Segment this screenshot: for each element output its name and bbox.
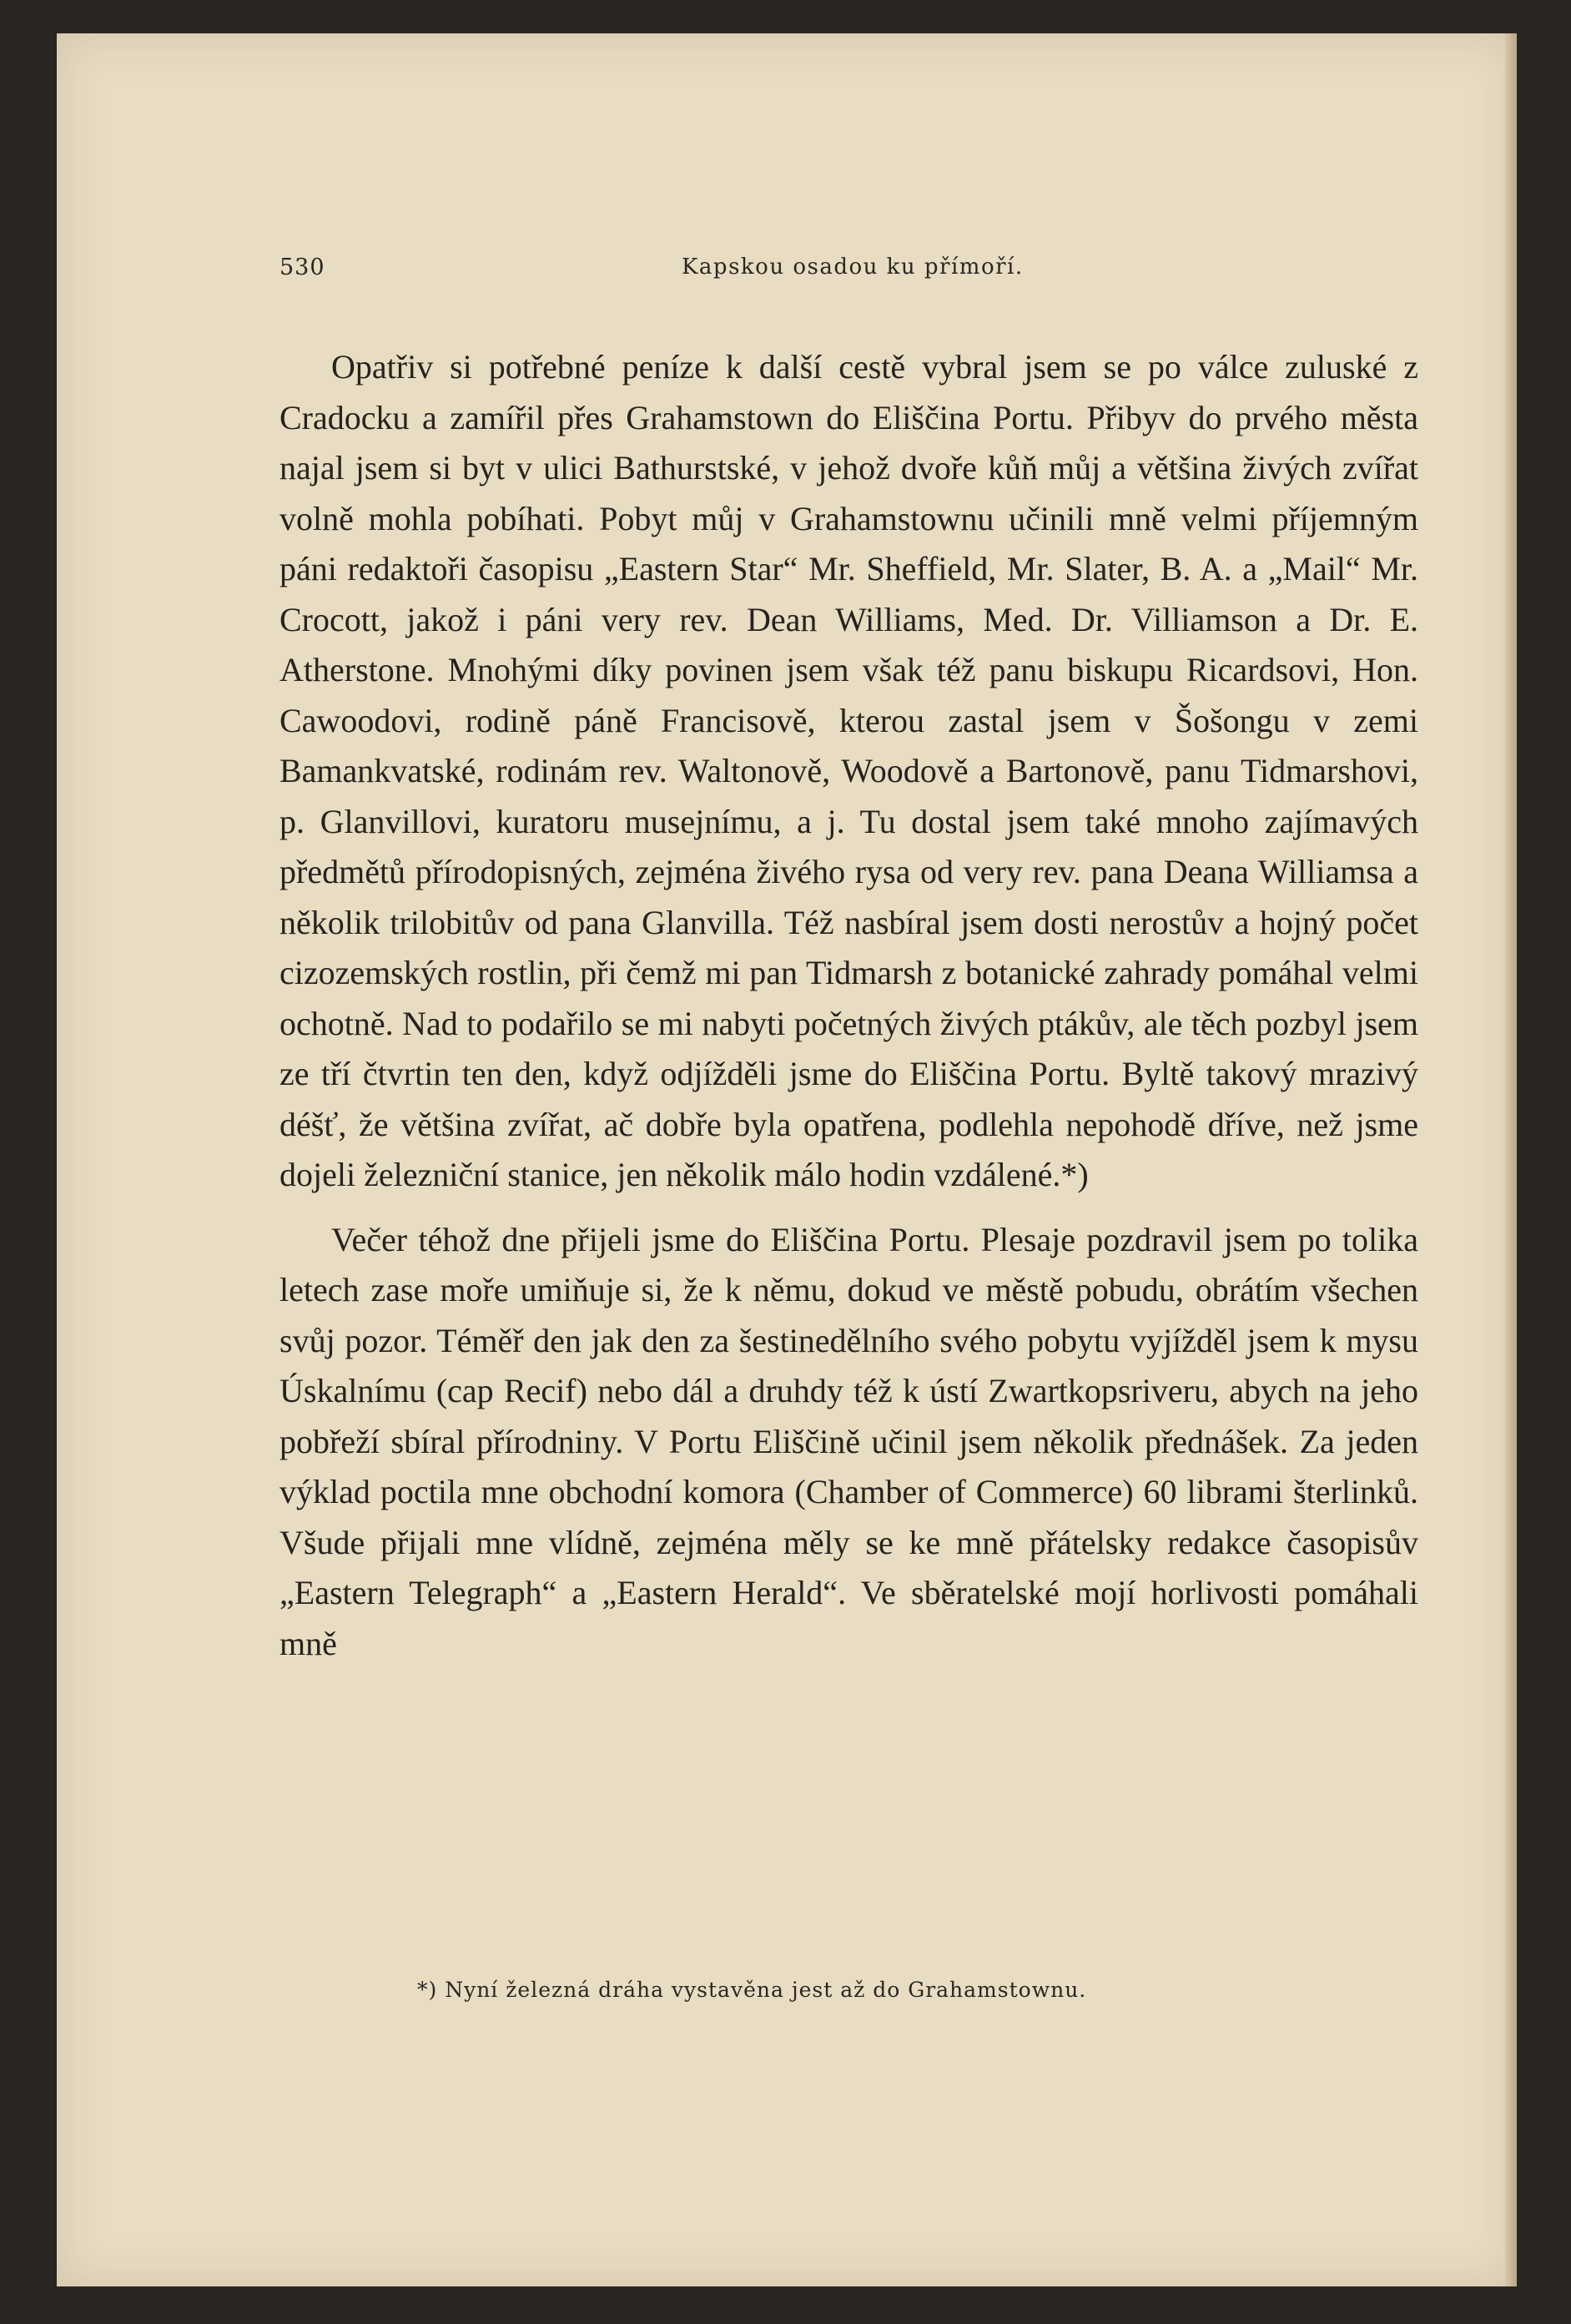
page-edge [1505,33,1517,2286]
running-head [279,255,1431,296]
book-page [57,33,1517,2286]
page-number: 530 [279,255,325,280]
paragraph-1: Opatřiv si potřebné peníze k další cestě vybral jsem se po válce zuluské z Cradocku a zamířil přes Grahamstown do Eliščina Portu. Přibyv do prvého města najal jsem si byt v ulici Bathurstské, v jehož dvoře kůň můj a většina živých zvířat volně mohla pobíhati. Pobyt můj v Grahamstownu učinili mně velmi příjemným páni redaktoři časopisu „Eastern Star“ Mr. Sheffield, Mr. Slater, B. A. a „Mail“ Mr. Crocott, jakož i páni very rev. Dean Williams, Med. Dr. Villiamson a Dr. E. Atherstone. Mnohými díky povinen jsem však též panu biskupu Ricardsovi, Hon. Cawoodovi, rodině páně Francisově, kterou zastal jsem v Šošongu v zemi Bamankvatské, rodinám rev. Waltonově, Woodově a Bartonově, panu Tidmarshovi, p. Glanvillovi, kuratoru musejnímu, a j. Tu dostal jsem také mnoho zajímavých předmětů přírodopisných, zejména živého rysa od very rev. pana Deana Williamsa a několik trilobitův od pana Glanvilla. Též nasbíral jsem dosti nerostův a hojný počet cizozemských rostlin, při čemž mi pan Tidmarsh z botanické zahrady pomáhal velmi ochotně. Nad to podařilo se mi nabyti početných živých ptákův, ale těch pozbyl jsem ze tří čtvrtin ten den, když odjížděli jsme do Eliščina Portu. Byltě takový mrazivý déšť, že většina zvířat, ač dobře byla opatřena, podlehla nepohodě dříve, než jsme dojeli železniční stanice, jen několik málo hodin vzdálené.*) [279,348,1418,1193]
footnote: *) Nyní železná dráha vystavěna jest až do Grahamstownu. [417,1978,1087,2002]
paragraph-2: Večer téhož dne přijeli jsme do Eliščina Portu. Plesaje pozdravil jsem po tolika letech zase moře umiňuje si, že k němu, dokud ve městě pobudu, obrátím všechen svůj pozor. Téměř den jak den za šestinedělního svého pobytu vyjížděl jsem k mysu Úskalnímu (cap Recif) nebo dál a druhdy též k ústí Zwartkopsriveru, abych na jeho pobřeží sbíral přírodniny. V Portu Eliščině učinil jsem několik přednášek. Za jeden výklad poctila mne obchodní komora (Chamber of Commerce) 60 librami šterlinků. Všude přijali mne vlídně, zejména měly se ke mně přátelsky redakce časopisův „Eastern Telegraph“ a „Eastern Herald“. Ve sběratelské mojí horlivosti pomáhali mně [279,1220,1418,1662]
body-text [279,342,1418,1669]
running-title: Kapskou osadou ku přímoří. [682,255,1024,280]
